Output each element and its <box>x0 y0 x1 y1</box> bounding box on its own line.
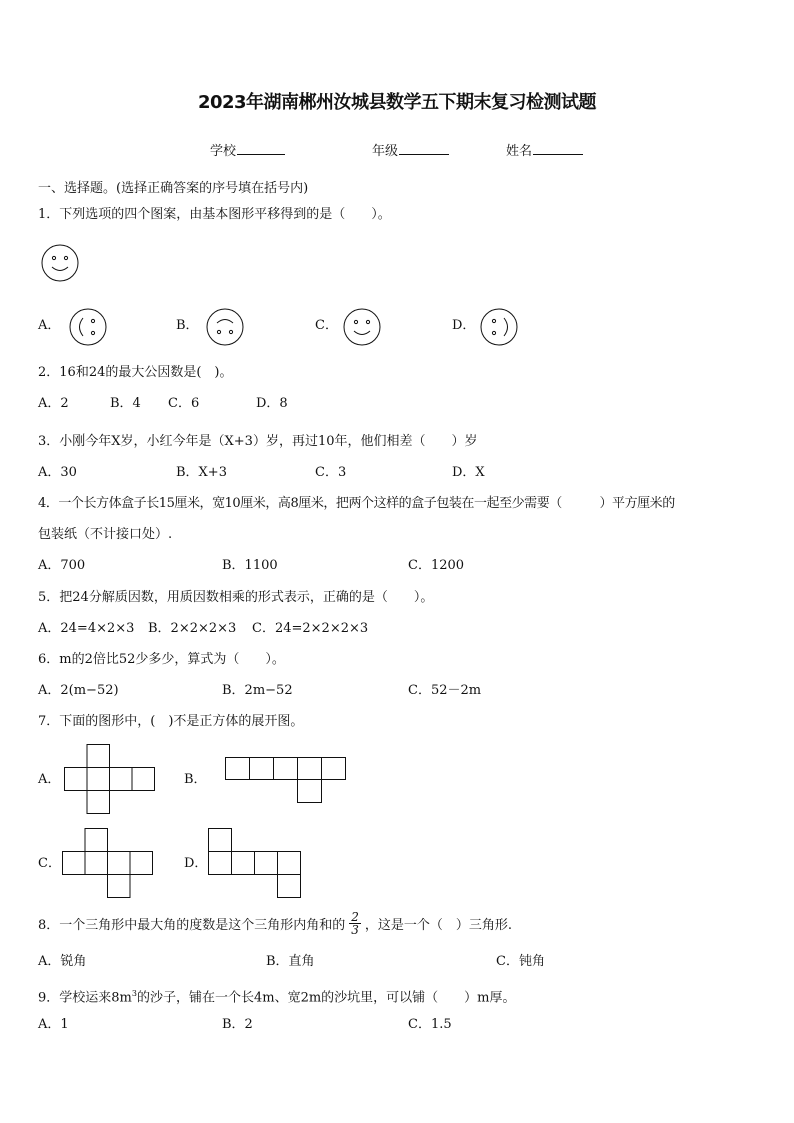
question-7-option-c[interactable]: C． <box>38 856 61 871</box>
question-4-option-c[interactable]: C．1200 <box>408 558 465 573</box>
page-title: 2023年湖南郴州汝城县数学五下期末复习检测试题 <box>197 92 597 113</box>
fraction-two-thirds <box>349 911 361 936</box>
question-1-stem: 1．下列选项的四个图案，由基本图形平移得到的是（ ）。 <box>38 207 391 222</box>
question-4-option-a[interactable]: A．700 <box>38 558 86 573</box>
question-8-option-c[interactable]: C．钝角 <box>496 954 545 969</box>
school-blank[interactable] <box>237 141 285 155</box>
question-1-option-b[interactable]: B． <box>176 318 199 333</box>
question-3-option-b[interactable]: B．X+3 <box>176 465 227 480</box>
grade-label: 年级 <box>372 144 399 159</box>
question-3-option-c[interactable]: C．3 <box>315 465 347 480</box>
question-9-stem <box>38 985 516 1007</box>
school-label: 学校 <box>210 144 237 159</box>
question-2-option-b[interactable]: B．4 <box>110 396 141 411</box>
question-9-stem-after: 的沙子，铺在一个长4m、宽2m的沙坑里，可以铺（ ）m厚。 <box>136 990 516 1006</box>
question-4-stem-line-1: 4．一个长方体盒子长15厘米，宽10厘米，高8厘米，把两个这样的盒子包装在一起至少需要（ ）平方厘米的 <box>38 496 675 511</box>
question-7-option-b[interactable]: B． <box>184 772 207 787</box>
question-6-option-a[interactable]: A．2(m−52) <box>38 683 119 698</box>
question-5-option-a[interactable]: A．24=4×2×3 <box>38 621 135 636</box>
question-2-option-d[interactable]: D．8 <box>256 396 288 411</box>
fraction-numerator: 2 <box>351 910 359 924</box>
smiley-upright-icon <box>342 307 382 347</box>
cube-net-a-icon <box>64 744 156 814</box>
smiley-rotated-left-icon <box>68 307 108 347</box>
smiley-upside-down-icon <box>205 307 245 347</box>
question-1-option-d[interactable]: D． <box>452 318 476 333</box>
grade-blank[interactable] <box>399 141 449 155</box>
question-8-stem-after: ，这是一个（ ）三角形. <box>364 918 513 933</box>
question-6-stem: 6．m的2倍比52少多少，算式为（ ）。 <box>38 652 285 667</box>
question-9-option-c[interactable]: C．1.5 <box>408 1017 452 1032</box>
question-6-option-c[interactable]: C．52－2m <box>408 683 482 698</box>
section-heading: 一、选择题。(选择正确答案的序号填在括号内) <box>38 181 309 196</box>
smiley-rotated-right-icon <box>479 307 519 347</box>
question-2-stem: 2．16和24的最大公因数是( )。 <box>38 365 233 380</box>
question-8-stem-before: 8．一个三角形中最大角的度数是这个三角形内角和的 <box>38 918 346 933</box>
question-7-option-d[interactable]: D． <box>184 856 208 871</box>
question-2-option-a[interactable]: A．2 <box>38 396 69 411</box>
question-9-option-a[interactable]: A．1 <box>38 1017 69 1032</box>
question-3-option-d[interactable]: D．X <box>452 465 485 480</box>
question-5-option-c[interactable]: C．24=2×2×2×3 <box>252 621 369 636</box>
question-1-option-c[interactable]: C． <box>315 318 338 333</box>
cube-net-c-icon <box>62 828 154 898</box>
question-8-stem <box>38 910 513 939</box>
question-4-option-b[interactable]: B．1100 <box>222 558 278 573</box>
question-7-option-a[interactable]: A． <box>38 772 61 787</box>
question-1-option-a[interactable]: A． <box>38 318 61 333</box>
question-5-stem: 5．把24分解质因数，用质因数相乘的形式表示，正确的是（ ）。 <box>38 590 434 605</box>
question-8-option-b[interactable]: B．直角 <box>266 954 315 969</box>
cube-net-d-icon <box>208 828 301 898</box>
smiley-base-icon <box>40 243 80 283</box>
question-7-stem: 7．下面的图形中，( )不是正方体的展开图。 <box>38 714 304 729</box>
name-label: 姓名 <box>506 144 533 159</box>
question-3-stem: 3．小刚今年X岁，小红今年是（X+3）岁，再过10年，他们相差（ ）岁 <box>38 434 478 449</box>
name-blank[interactable] <box>533 141 583 155</box>
question-5-option-b[interactable]: B．2×2×2×3 <box>148 621 237 636</box>
name-field <box>506 140 583 159</box>
question-9-option-b[interactable]: B．2 <box>222 1017 253 1032</box>
cubic-superscript: 3 <box>131 989 137 998</box>
question-4-stem-line-2: 包装纸（不计接口处）. <box>38 527 173 542</box>
question-2-option-c[interactable]: C．6 <box>168 396 200 411</box>
grade-field <box>372 140 449 159</box>
school-field <box>210 140 285 159</box>
question-9-stem-before: 9．学校运来8m <box>38 990 132 1006</box>
question-8-option-a[interactable]: A．锐角 <box>38 954 87 969</box>
cube-net-b-icon <box>225 757 346 804</box>
question-6-option-b[interactable]: B．2m−52 <box>222 683 293 698</box>
question-3-option-a[interactable]: A．30 <box>38 465 77 480</box>
fraction-denominator: 3 <box>351 923 359 937</box>
